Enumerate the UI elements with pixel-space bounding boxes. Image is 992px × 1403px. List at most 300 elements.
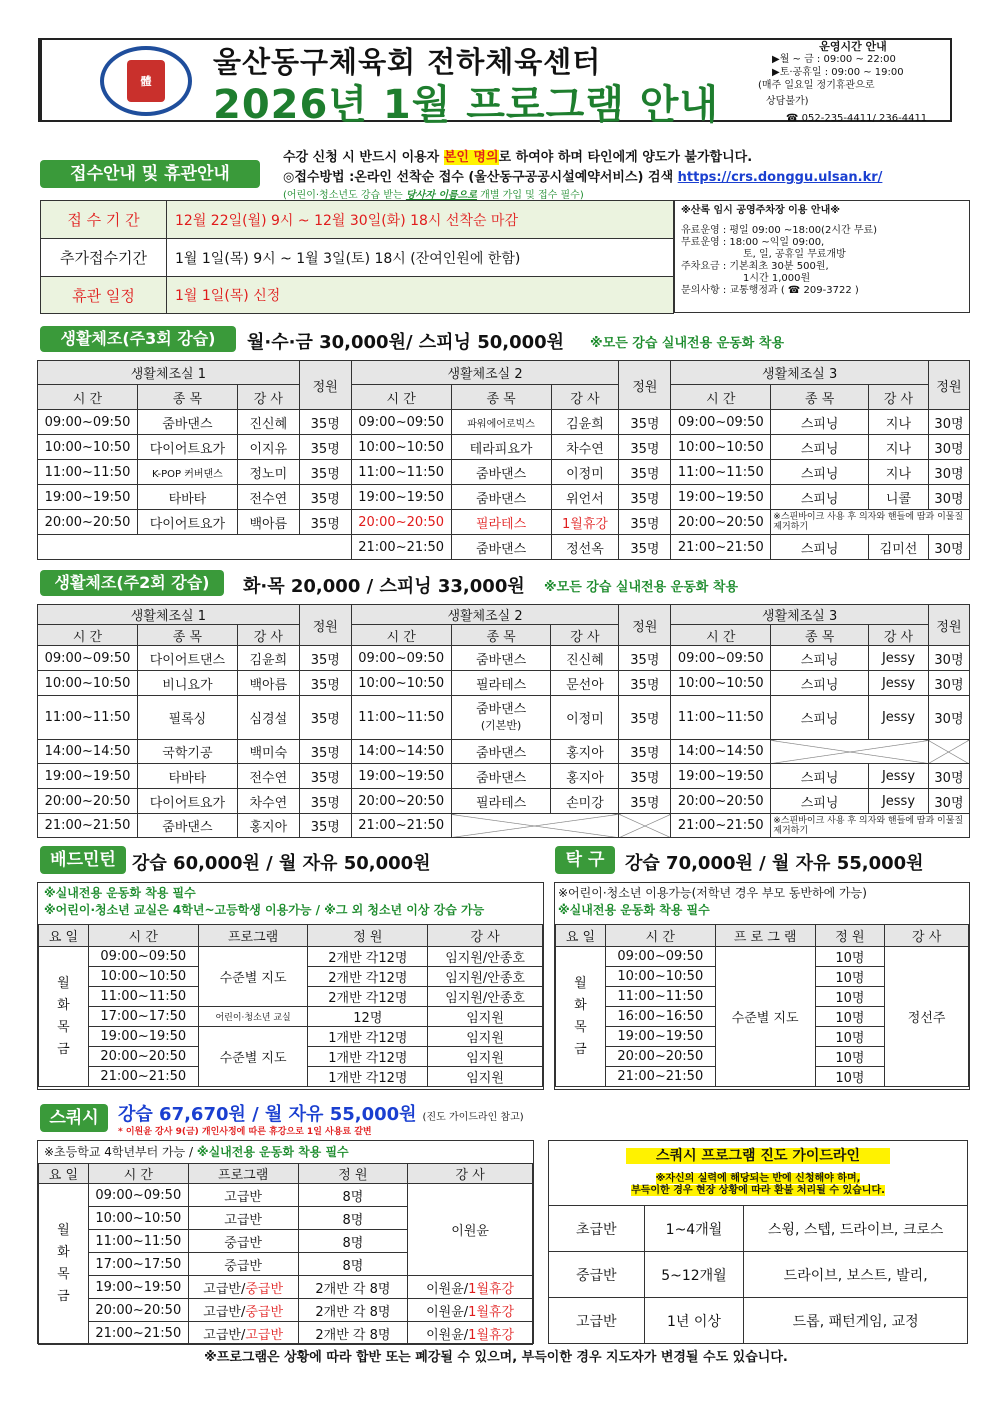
level-cell: 고급반 [549,1298,645,1344]
program-cell: 고급반 [188,1184,298,1207]
program-cell: 타바타 [137,764,237,789]
time-header: 시 간 [671,625,771,646]
capacity-cell: 30명 [928,435,969,460]
badminton-notes [38,883,543,925]
program-cell: 스피닝 [771,789,869,814]
instructor-cell: 김윤희 [237,646,299,671]
instructor-cell: Jessy [869,764,929,789]
program-cell [451,696,551,740]
badminton-badge: 배드민턴 [40,846,126,874]
line1-highlight: 본인 명의 [443,150,499,165]
skills-cell: 드롭, 패턴게임, 교정 [744,1298,968,1344]
squash-red-note: * 이원윤 강사 9(금) 개인사정에 따른 휴강으로 1일 사용료 갈변 [118,1127,372,1137]
line3-emphasis: 당사자 이름으로 [405,190,477,201]
aerobics2-price: 화·목 20,000 / 스피닝 33,000원 [243,576,525,597]
time-cell: 19:00~19:50 [38,764,138,789]
program-cell [188,1276,298,1299]
prog-header: 종 목 [137,385,237,410]
aerobics3-price: 월·수·금 30,000원/ 스피닝 50,000원 [247,332,565,353]
capacity-cell: 30명 [928,764,969,789]
tabletennis-box [554,882,970,1090]
capacity-cell: 10명 [815,947,885,967]
capacity-cell: 30명 [928,671,969,696]
time-cell: 19:00~19:50 [351,485,451,510]
time-cell: 10:00~10:50 [38,671,138,696]
time-cell: 11:00~11:50 [351,696,451,740]
table-row [38,435,970,460]
capacity-cell: 35명 [619,671,671,696]
time-header: 시 간 [351,625,451,646]
time-cell: 21:00~21:50 [351,814,451,838]
program-header: 프로그램 [198,925,308,947]
instructor-cell: 지나 [869,460,929,485]
squash-badge: 스쿼시 [40,1104,108,1132]
program-header: 프 로 그 램 [715,925,815,947]
program-part-red: 고급반 [245,1327,284,1343]
room2-header: 생활체조실 2 [351,361,619,385]
time-cell: 11:00~11:50 [88,987,198,1007]
prog-header: 종 목 [451,385,551,410]
room3-header: 생활체조실 3 [671,361,929,385]
level-cell: 초급반 [549,1206,645,1252]
program-cell: 필라테스 [451,789,551,814]
program-part: 고급반/ [203,1281,246,1297]
capacity-cell: 35명 [299,485,351,510]
room2-header: 생활체조실 2 [351,605,619,625]
empty-slot [619,814,671,838]
hours-note: (매주 일요일 정기휴관으로 [758,80,875,91]
time-cell: 19:00~19:50 [38,485,138,510]
program-cell [188,1299,298,1322]
program-header: 프로그램 [188,1164,298,1184]
capacity-cell: 35명 [619,485,671,510]
time-cell: 19:00~19:50 [88,1027,198,1047]
time-cell: 21:00~21:50 [88,1067,198,1087]
period-cell: 5~12개월 [644,1252,744,1298]
instructor-cell: 이원윤 [408,1184,533,1276]
instructor-cell: 임지원/안종호 [428,967,543,987]
prog-header: 종 목 [771,385,869,410]
capacity-cell: 8명 [298,1230,408,1253]
room1-header: 생활체조실 1 [38,361,300,385]
logo-emblem: 體 [127,60,165,102]
capacity-header: 정 원 [298,1164,408,1184]
badminton-price: 강습 60,000원 / 월 자유 50,000원 [132,853,431,874]
guide-box [548,1140,968,1344]
instructor-cell: 니콜 [869,485,929,510]
capacity-cell: 35명 [619,410,671,435]
squash-price-note: (진도 가이드라인 참고) [422,1112,524,1123]
time-cell: 21:00~21:50 [671,814,771,838]
hours-note2: 상담불가) [766,96,809,107]
program-cell: 스피닝 [771,671,869,696]
empty-slot [928,740,969,764]
program-cell: 줌바댄스 [451,485,551,510]
capacity-cell: 35명 [619,510,671,535]
parking-l3: 토, 일, 공휴일 무료개방 [743,249,846,260]
capacity-cell: 35명 [619,646,671,671]
time-header: 시 간 [671,385,771,410]
instructor-part: 이원윤/ [426,1304,469,1320]
capacity-cell: 30명 [928,460,969,485]
program-cell: 줌바댄스 [451,740,551,764]
inst-header: 강 사 [237,385,299,410]
time-cell: 10:00~10:50 [88,967,198,987]
time-cell: 20:00~20:50 [38,789,138,814]
capacity-cell: 1개반 각12명 [308,1027,428,1047]
instructor-cell: 이정미 [551,460,619,485]
reception-label-period: 접 수 기 간 [41,201,167,239]
days-cell: 월 화 목 금 [39,947,89,1087]
time-cell: 10:00~10:50 [671,671,771,696]
time-header: 시 간 [38,625,138,646]
reception-table [40,200,674,314]
program-cell: 필록싱 [137,696,237,740]
guide-note1: ※자신의 실력에 해당되는 반에 신청해야 하며, [655,1173,861,1184]
program-cell: 스피닝 [771,435,869,460]
hours-weekday: ▶월 ~ 금 : 09:00 ~ 22:00 [772,54,896,65]
time-header: 시 간 [88,1164,188,1184]
program-cell: 수준별 지도 [198,947,308,1007]
time-cell: 11:00~11:50 [671,460,771,485]
table-row [38,740,970,764]
capacity-cell: 35명 [299,814,351,838]
instructor-status: 1월휴강 [468,1281,515,1297]
cap-header: 정원 [299,361,351,410]
badminton-note2: ※어린이·청소년 교실은 4학년~고등학생 이용가능 / ※그 외 청소년 이상 강습 가능 [44,903,485,917]
guide-table [548,1205,968,1344]
table-row [38,814,970,838]
cap-header: 정원 [619,605,671,646]
time-cell: 21:00~21:50 [671,535,771,560]
tabletennis-note2: ※실내전용 운동화 착용 필수 [558,903,710,917]
time-cell: 11:00~11:50 [605,987,715,1007]
instructor-cell: 문선아 [551,671,619,696]
time-cell: 19:00~19:50 [88,1276,188,1299]
program-cell: 파워에어로빅스 [451,410,551,435]
capacity-cell: 2개반 각 8명 [298,1276,408,1299]
reception-line2 [283,166,882,185]
capacity-cell: 35명 [299,435,351,460]
program-cell: 다이어트댄스 [137,646,237,671]
hours-info [758,40,948,125]
table-row [39,1276,533,1299]
hours-weekend: ▶토·공휴일 : 09:00 ~ 19:00 [772,67,904,78]
capacity-cell: 10명 [815,1007,885,1027]
instructor-cell: 전수연 [237,485,299,510]
tabletennis-notes [555,883,969,925]
capacity-cell: 35명 [299,510,351,535]
table-row [39,1007,543,1027]
instructor-cell [408,1276,533,1299]
capacity-cell: 30명 [928,410,969,435]
instructor-cell: 전수연 [237,764,299,789]
program-cell: 테라피요가 [451,435,551,460]
squash-price: 강습 67,670원 / 월 자유 55,000원 [118,1104,417,1125]
squash-note-green: ※실내전용 운동화 착용 필수 [196,1145,349,1159]
program-cell: 어린이·청소년 교실 [198,1007,308,1027]
tabletennis-price: 강습 70,000원 / 월 자유 55,000원 [625,853,924,874]
instructor-cell: 차수연 [551,435,619,460]
time-cell: 09:00~09:50 [351,410,451,435]
capacity-cell: 35명 [299,410,351,435]
capacity-cell: 12명 [308,1007,428,1027]
line2-text: ◎접수방법 :온라인 선착순 접수 (울산동구공공시설예약서비스) 검색 [283,170,678,185]
time-cell: 09:00~09:50 [671,646,771,671]
capacity-cell: 8명 [298,1253,408,1276]
time-cell: 21:00~21:50 [605,1067,715,1087]
inst-header: 강 사 [237,625,299,646]
capacity-cell: 2개반 각12명 [308,987,428,1007]
program-sub: (기본반) [480,718,522,732]
capacity-cell: 10명 [815,1047,885,1067]
cap-header: 정원 [299,605,351,646]
level-cell: 중급반 [549,1252,645,1298]
table-row [38,696,970,740]
day-header: 요 일 [39,925,89,947]
instructor-cell: 김윤희 [551,410,619,435]
instructor-cell: 정노미 [237,460,299,485]
cap-header: 정원 [928,361,969,410]
capacity-cell: 35명 [299,671,351,696]
empty-slot [771,740,929,764]
prog-header: 종 목 [451,625,551,646]
instructor-cell: 정선옥 [551,535,619,560]
inst-header: 강 사 [551,625,619,646]
inst-header: 강 사 [551,385,619,410]
table-row [556,947,969,967]
program-part: 고급반/ [203,1327,246,1343]
time-cell: 10:00~10:50 [605,967,715,987]
time-cell: 10:00~10:50 [671,435,771,460]
table-row [39,1184,533,1207]
time-cell: 21:00~21:50 [38,814,138,838]
time-cell: 11:00~11:50 [671,696,771,740]
hours-title: 운영시간 안내 [819,40,887,53]
instructor-cell: 지나 [869,435,929,460]
parking-l4: 주차요금 : 기본최초 30분 500원, [681,261,829,272]
program-cell: 중급반 [188,1230,298,1253]
spin-note: ※스핀바이크 사용 후 의자와 핸들에 땀과 이물질 제거하기 [771,510,970,535]
day-header: 요 일 [39,1164,89,1184]
time-cell: 21:00~21:50 [351,535,451,560]
program-cell: 스피닝 [771,485,869,510]
program-cell: 스피닝 [771,410,869,435]
program-cell: 줌바댄스 [451,646,551,671]
instructor-cell: Jessy [869,696,929,740]
spin-note: ※스핀바이크 사용 후 의자와 핸들에 땀과 이물질 제거하기 [771,814,970,838]
time-cell: 19:00~19:50 [671,485,771,510]
room3-header: 생활체조실 3 [671,605,929,625]
program-cell: 필라테스 [451,671,551,696]
time-cell: 10:00~10:50 [88,1207,188,1230]
instructor-part: 이원윤/ [426,1281,469,1297]
table-row [38,671,970,696]
time-cell: 09:00~09:50 [38,410,138,435]
program-cell: 국학기공 [137,740,237,764]
time-cell: 20:00~20:50 [671,510,771,535]
capacity-cell: 30명 [928,646,969,671]
program-name: 줌바댄스 [475,701,527,717]
program-cell: 다이어트요가 [137,789,237,814]
time-cell: 20:00~20:50 [88,1299,188,1322]
instructor-cell: 임지원 [428,1067,543,1087]
time-cell: 21:00~21:50 [88,1322,188,1345]
program-cell: 줌바댄스 [451,764,551,789]
time-cell: 09:00~09:50 [671,410,771,435]
instructor-cell: Jessy [869,646,929,671]
time-cell: 11:00~11:50 [351,460,451,485]
parking-l6: 문의사항 : 교통행정과 ( ☎ 209-3722 ) [681,285,859,296]
table-row [39,1299,533,1322]
aerobics3-table [37,360,970,560]
time-cell: 20:00~20:50 [38,510,138,535]
parking-title: ※산록 임시 공영주차장 이용 안내※ [681,205,840,216]
capacity-cell: 35명 [299,460,351,485]
instructor-cell: 차수연 [237,789,299,814]
capacity-cell: 2개반 각 8명 [298,1299,408,1322]
program-cell: 줌바댄스 [137,410,237,435]
table-row [38,764,970,789]
tabletennis-badge: 탁 구 [555,846,615,874]
instructor-cell: 백아름 [237,671,299,696]
program-cell: 줌바댄스 [451,460,551,485]
program-cell: 줌바댄스 [137,814,237,838]
period-cell: 1년 이상 [644,1298,744,1344]
time-cell: 16:00~16:50 [605,1007,715,1027]
badminton-table [38,924,543,1087]
instructor-cell: Jessy [869,671,929,696]
line3-post: 개별 가입 및 접수 필수) [477,190,584,201]
table-row [38,410,970,435]
capacity-cell: 35명 [619,789,671,814]
capacity-cell: 30명 [928,535,969,560]
instructor-cell: 백미숙 [237,740,299,764]
reception-value-extra: 1월 1일(목) 9시 ~ 1월 3일(토) 18시 (잔여인원에 한함) [167,239,674,277]
instructor-cell: 백아름 [237,510,299,535]
instructor-status: 1월휴강 [468,1327,515,1343]
program-cell: 스피닝 [771,535,869,560]
program-cell: 비니요가 [137,671,237,696]
time-cell: 09:00~09:50 [351,646,451,671]
time-cell: 20:00~20:50 [605,1047,715,1067]
capacity-header: 정 원 [308,925,428,947]
time-header: 시 간 [605,925,715,947]
guide-title-wrap [549,1145,967,1165]
program-cell: 필라테스 [451,510,551,535]
instructor-cell: 홍지아 [237,814,299,838]
time-header: 시 간 [351,385,451,410]
program-cell: 다이어트요가 [137,435,237,460]
time-cell: 20:00~20:50 [351,789,451,814]
inst-header: 강 사 [869,385,929,410]
time-cell: 11:00~11:50 [38,696,138,740]
tabletennis-table [555,924,969,1087]
instructor-cell: 지나 [869,410,929,435]
program-cell: 수준별 지도 [198,1027,308,1087]
badminton-box [37,882,544,1090]
instructor-status: 1월휴강 [468,1304,515,1320]
capacity-cell: 10명 [815,987,885,1007]
badminton-note1: ※실내전용 운동화 착용 필수 [44,886,196,900]
capacity-cell: 35명 [619,435,671,460]
time-cell: 09:00~09:50 [88,947,198,967]
capacity-cell: 35명 [619,696,671,740]
instructor-cell: 김미선 [869,535,929,560]
capacity-cell: 30명 [928,696,969,740]
table-row [38,646,970,671]
instructor-header: 강 사 [428,925,543,947]
aerobics2-note: ※모든 강습 실내전용 운동화 착용 [544,580,738,595]
capacity-header: 정 원 [815,925,885,947]
days-cell: 월 화 목 금 [556,947,606,1087]
time-cell: 19:00~19:50 [671,764,771,789]
time-cell: 17:00~17:50 [88,1253,188,1276]
aerobics3-note: ※모든 강습 실내전용 운동화 착용 [590,336,784,351]
program-cell: 줌바댄스 [451,535,551,560]
program-cell: 다이어트요가 [137,510,237,535]
capacity-cell: 30명 [928,485,969,510]
program-cell: 수준별 지도 [715,947,815,1087]
instructor-cell: 위언서 [551,485,619,510]
line3-pre: (어린이·청소년도 강습 받는 [283,190,406,201]
program-cell: 스피닝 [771,764,869,789]
program-cell [188,1322,298,1345]
capacity-cell: 35명 [619,535,671,560]
capacity-cell: 2개반 각 8명 [298,1322,408,1345]
capacity-cell: 10명 [815,1027,885,1047]
cap-header: 정원 [619,361,671,410]
time-cell: 09:00~09:50 [38,646,138,671]
time-cell: 20:00~20:50 [88,1047,198,1067]
room1-header: 생활체조실 1 [38,605,300,625]
aerobics2-table [37,604,970,838]
guide-note2: 부득이한 경우 현장 상황에 따라 환불 처리될 수 있습니다. [631,1185,885,1196]
guide-title: 스쿼시 프로그램 진도 가이드라인 [626,1148,890,1164]
tabletennis-note1: ※어린이·청소년 이용가능(저학년 경우 부모 동반하에 가능) [558,886,867,900]
capacity-cell: 2개반 각12명 [308,967,428,987]
program-cell: 고급반 [188,1207,298,1230]
instructor-cell: 1월휴강 [551,510,619,535]
instructor-cell: 임지원 [428,1047,543,1067]
instructor-cell: 임지원 [428,1027,543,1047]
inst-header: 강 사 [869,625,929,646]
instructor-cell [408,1322,533,1345]
capacity-cell: 35명 [299,789,351,814]
reception-badge: 접수안내 및 휴관안내 [40,160,260,188]
table-row [38,460,970,485]
table-row [549,1206,968,1252]
program-cell: 스피닝 [771,460,869,485]
instructor-cell: 이정미 [551,696,619,740]
instructor-part: 이원윤/ [426,1327,469,1343]
capacity-cell: 10명 [815,1067,885,1087]
signup-link[interactable]: https://crs.donggu.ulsan.kr/ [677,170,883,185]
squash-box [37,1140,534,1344]
instructor-cell: 홍지아 [551,740,619,764]
empty-cell [38,535,352,560]
capacity-cell: 30명 [928,789,969,814]
parking-l2: 무료운영 : 18:00 ~익일 09:00, [681,237,825,248]
capacity-cell: 35명 [299,696,351,740]
reception-value-closed: 1월 1일(목) 신정 [167,277,674,314]
capacity-cell: 8명 [298,1207,408,1230]
reception-value-period: 12월 22일(월) 9시 ~ 12월 30일(화) 18시 선착순 마감 [167,201,674,239]
instructor-header: 강 사 [408,1164,533,1184]
empty-slot [451,814,619,838]
instructor-cell: 진신혜 [551,646,619,671]
instructor-cell: 임지원 [428,1007,543,1027]
